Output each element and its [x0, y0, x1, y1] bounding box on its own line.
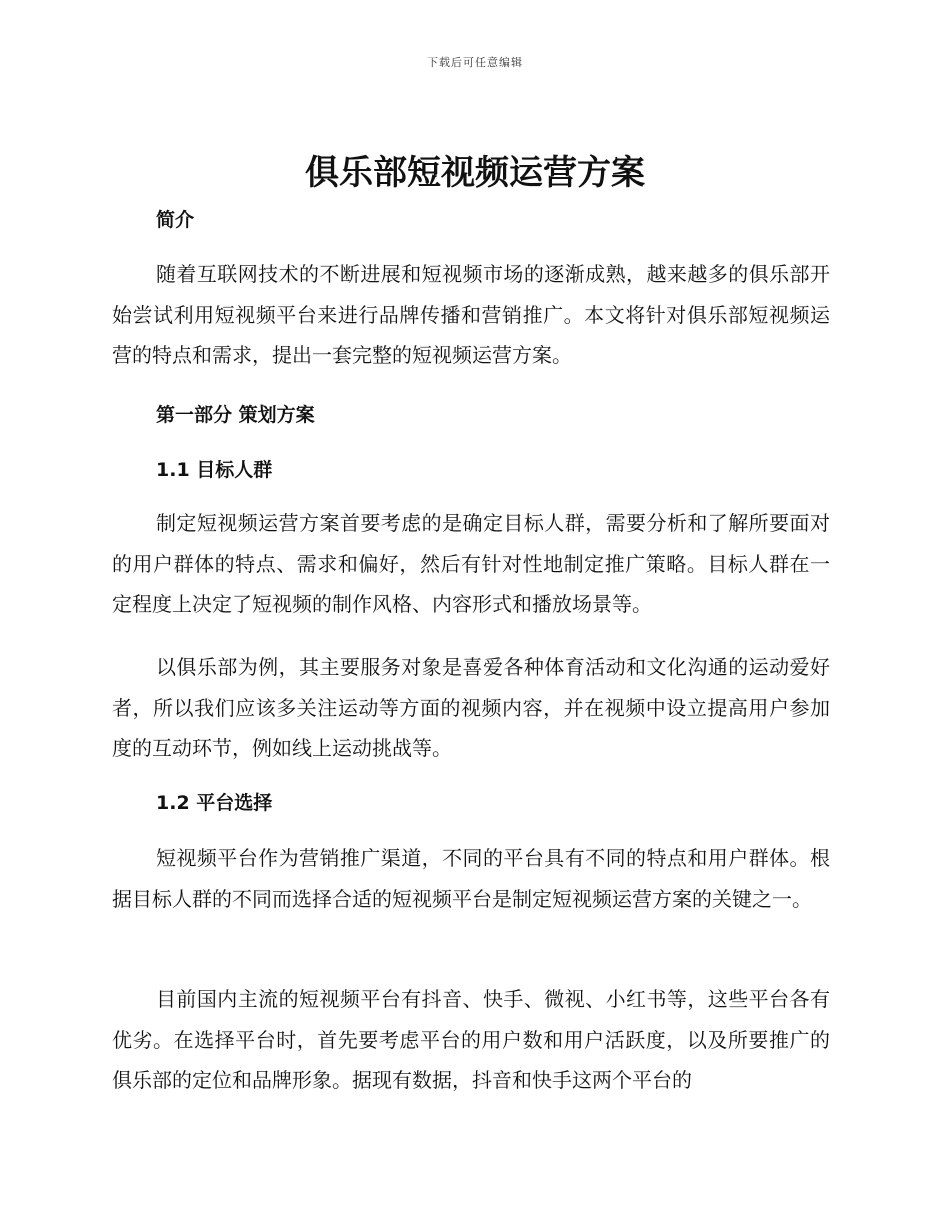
page-title: 俱乐部短视频运营方案 — [305, 153, 645, 193]
paragraph-platform-choice-1: 短视频平台作为营销推广渠道，不同的平台具有不同的特点和用户群体。根据目标人群的不同而选择合适的短视频平台是制定短视频运营方案的关键之一。 — [112, 846, 830, 911]
paragraph-target-audience-1: 制定短视频运营方案首要考虑的是确定目标人群，需要分析和了解所要面对的用户群体的特点、需求和偏好，然后有针对性地制定推广策略。目标人群在一定程度上决定了短视频的制作风格、内容形式和播放场景等。 — [112, 511, 830, 616]
header-note: 下载后可任意编辑 — [427, 56, 523, 69]
paragraph-target-audience-2: 以俱乐部为例，其主要服务对象是喜爱各种体育活动和文化沟通的运动爱好者，所以我们应该多关注运动等方面的视频内容，并在视频中设立提高用户参加度的互动环节，例如线上运动挑战等。 — [112, 655, 830, 760]
paragraph-platform-choice-2: 目前国内主流的短视频平台有抖音、快手、微视、小红书等，这些平台各有优劣。在选择平台时，首先要考虑平台的用户数和用户活跃度，以及所要推广的俱乐部的定位和品牌形象。据现有数据，抖音和快手这两个平台的 — [112, 987, 830, 1092]
section-heading-target-audience: 1.1 目标人群 — [156, 459, 273, 481]
paragraph-intro: 随着互联网技术的不断进展和短视频市场的逐渐成熟，越来越多的俱乐部开始尝试利用短视频平台来进行品牌传播和营销推广。本文将针对俱乐部短视频运营的特点和需求，提出一套完整的短视频运营方案。 — [112, 262, 830, 367]
section-heading-platform-choice: 1.2 平台选择 — [156, 792, 273, 814]
section-heading-intro: 简介 — [156, 209, 195, 231]
section-heading-part-one: 第一部分 策划方案 — [156, 404, 315, 426]
